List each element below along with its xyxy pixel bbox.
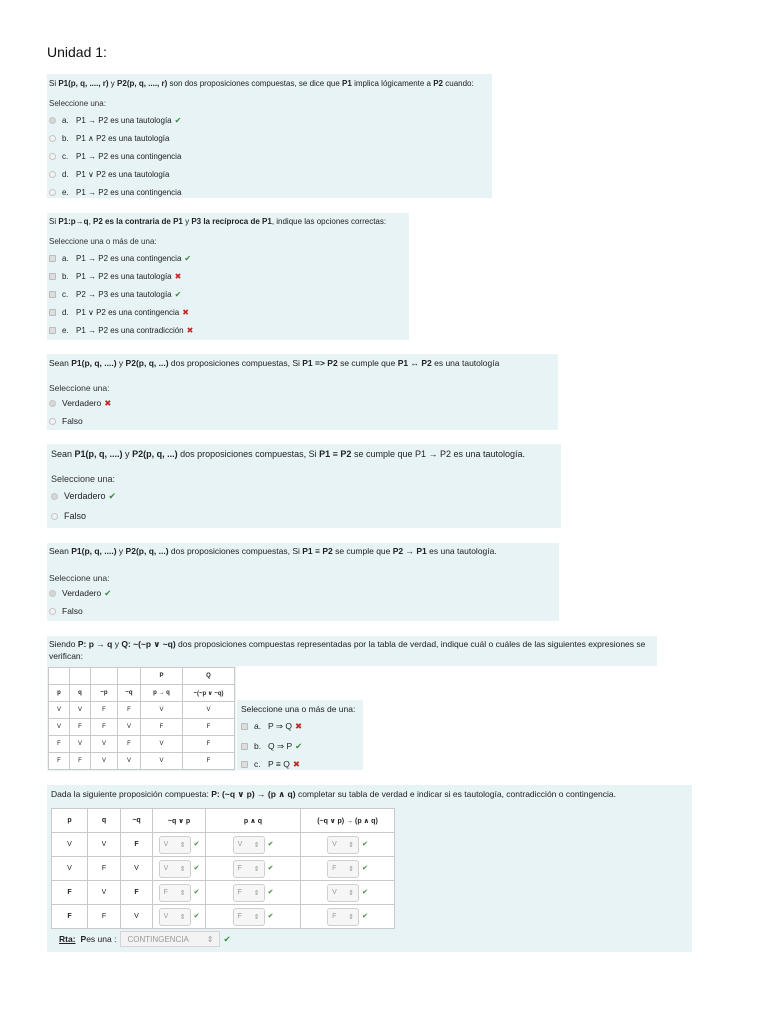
option-a[interactable]: a. P ⇒ Q ✖ bbox=[241, 716, 359, 736]
classification-select[interactable]: CONTINGENCIA ⇕ bbox=[120, 931, 220, 947]
question-7 bbox=[47, 785, 692, 952]
page-title: Unidad 1: bbox=[47, 44, 107, 60]
table-row: V F V V ⇕ ✔ F ⇕ ✔ F ⇕ ✔ bbox=[52, 857, 395, 881]
answer-select[interactable]: F ⇕ bbox=[233, 884, 265, 902]
question-1-options bbox=[49, 111, 490, 201]
answer-select[interactable]: V ⇕ bbox=[159, 836, 191, 854]
answer-select[interactable]: V ⇕ bbox=[327, 884, 359, 902]
dropdown-arrow-icon: ⇕ bbox=[348, 865, 355, 873]
question-6-prompt: Seleccione una o más de una: bbox=[241, 704, 356, 714]
question-1-stem: Si P1(p, q, ...., r) y P2(p, q, ...., r) son dos proposiciones compuestas, se dice que P1 implica lógicamente a P2 cuando: bbox=[49, 79, 474, 88]
radio-button[interactable] bbox=[49, 590, 56, 597]
question-3-stem: Sean P1(p, q, ....) y P2(p, q, ...) dos proposiciones compuestas, Si P1 => P2 se cumple que P1 ↔ P2 es una tautología bbox=[49, 358, 500, 368]
answer-select[interactable]: V ⇕ bbox=[159, 860, 191, 878]
incorrect-icon: ✖ bbox=[174, 271, 182, 281]
correct-icon: ✔ bbox=[362, 865, 368, 872]
correct-icon: ✔ bbox=[267, 841, 274, 848]
answer-row: Rta: P es una : CONTINGENCIA ⇕ ✔ bbox=[51, 931, 688, 947]
question-5-prompt: Seleccione una: bbox=[49, 573, 110, 583]
option-falso[interactable]: Falso bbox=[51, 506, 557, 526]
truth-table-1-wrap bbox=[47, 666, 236, 771]
correct-icon: ✔ bbox=[184, 253, 192, 263]
table-row: V V F F V V bbox=[49, 702, 235, 719]
option-falso[interactable]: Falso bbox=[49, 412, 556, 430]
correct-icon: ✔ bbox=[193, 865, 200, 872]
truth-table-1 bbox=[48, 667, 235, 770]
question-1-prompt: Seleccione una: bbox=[49, 99, 106, 108]
question-3-prompt: Seleccione una: bbox=[49, 383, 110, 393]
radio-button[interactable] bbox=[49, 171, 56, 178]
radio-button[interactable] bbox=[49, 608, 56, 615]
answer-select[interactable]: F ⇕ bbox=[327, 860, 359, 878]
correct-icon: ✔ bbox=[193, 841, 200, 848]
checkbox[interactable] bbox=[241, 761, 248, 768]
question-5 bbox=[47, 543, 559, 621]
option-b[interactable]: b. Q ⇒ P ✔ bbox=[241, 736, 359, 756]
answer-select[interactable]: V ⇕ bbox=[233, 836, 265, 854]
option-b[interactable]: b. P1 ∧ P2 es una tautología bbox=[49, 129, 490, 147]
option-a[interactable]: a. P1 → P2 es una contingencia ✔ bbox=[49, 249, 407, 267]
question-2 bbox=[47, 213, 409, 340]
correct-icon: ✔ bbox=[174, 115, 182, 125]
correct-icon: ✔ bbox=[267, 913, 274, 920]
correct-icon: ✔ bbox=[174, 289, 182, 299]
answer-select[interactable]: V ⇕ bbox=[327, 836, 359, 854]
answer-select[interactable]: F ⇕ bbox=[159, 884, 191, 902]
correct-icon: ✔ bbox=[362, 841, 368, 848]
question-6-stem-box bbox=[47, 636, 657, 666]
answer-select[interactable]: V ⇕ bbox=[159, 908, 191, 926]
radio-button[interactable] bbox=[51, 513, 58, 520]
correct-icon: ✔ bbox=[295, 740, 303, 751]
dropdown-arrow-icon: ⇕ bbox=[348, 889, 355, 897]
option-c[interactable]: c. P2 → P3 es una tautología ✔ bbox=[49, 285, 407, 303]
table-header-row: p q ~p ~q p → q ~(~p ∨ ~q) bbox=[49, 685, 235, 702]
correct-icon: ✔ bbox=[193, 889, 200, 896]
question-6-stem: Siendo P: p → q y Q: ~(~p ∨ ~q) dos proposiciones compuestas representadas por la tabla de verdad, indique cuál o cuáles de las siguientes expresiones se verifican: bbox=[49, 639, 646, 661]
table-row: F F V V V F bbox=[49, 753, 235, 770]
dropdown-arrow-icon: ⇕ bbox=[348, 841, 355, 849]
correct-icon: ✔ bbox=[267, 865, 274, 872]
question-2-options bbox=[49, 249, 407, 339]
question-2-stem: Si P1:p→q, P2 es la contraria de P1 y P3 la recíproca de P1, indique las opciones correctas: bbox=[49, 217, 387, 226]
radio-button[interactable] bbox=[51, 493, 58, 500]
dropdown-arrow-icon: ⇕ bbox=[179, 841, 186, 849]
answer-select[interactable]: F ⇕ bbox=[233, 860, 265, 878]
checkbox[interactable] bbox=[49, 291, 56, 298]
question-4-prompt: Seleccione una: bbox=[51, 474, 116, 484]
radio-button[interactable] bbox=[49, 135, 56, 142]
correct-icon: ✔ bbox=[267, 889, 274, 896]
dropdown-arrow-icon: ⇕ bbox=[179, 889, 186, 897]
dropdown-arrow-icon: ⇕ bbox=[253, 841, 260, 849]
incorrect-icon: ✖ bbox=[294, 720, 303, 731]
dropdown-arrow-icon: ⇕ bbox=[179, 865, 186, 873]
radio-button[interactable] bbox=[49, 117, 56, 124]
radio-button[interactable] bbox=[49, 400, 56, 407]
dropdown-arrow-icon: ⇕ bbox=[253, 865, 260, 873]
option-c[interactable]: c. P ≡ Q ✖ bbox=[241, 756, 359, 772]
question-4 bbox=[47, 444, 561, 528]
checkbox[interactable] bbox=[241, 723, 248, 730]
option-e[interactable]: e. P1 → P2 es una contingencia bbox=[49, 183, 490, 201]
radio-button[interactable] bbox=[49, 189, 56, 196]
dropdown-arrow-icon: ⇕ bbox=[348, 913, 355, 921]
table-row: F V V F V F bbox=[49, 736, 235, 753]
incorrect-icon: ✖ bbox=[292, 758, 300, 769]
correct-icon: ✔ bbox=[193, 913, 200, 920]
question-6-options-box bbox=[237, 700, 363, 770]
option-verdadero[interactable]: Verdadero ✖ bbox=[49, 394, 556, 412]
correct-icon: ✔ bbox=[104, 587, 112, 598]
option-verdadero[interactable]: Verdadero ✔ bbox=[51, 486, 557, 506]
incorrect-icon: ✖ bbox=[186, 325, 194, 335]
option-e[interactable]: e. P1 → P2 es una contradicción ✖ bbox=[49, 321, 407, 339]
correct-icon: ✔ bbox=[362, 889, 368, 896]
truth-table-2 bbox=[51, 808, 395, 929]
incorrect-icon: ✖ bbox=[182, 307, 189, 317]
checkbox[interactable] bbox=[49, 255, 56, 262]
option-a[interactable]: a. P1 → P2 es una tautología ✔ bbox=[49, 111, 490, 129]
question-4-stem: Sean P1(p, q, ....) y P2(p, q, ...) dos proposiciones compuestas, Si P1 ≡ P2 se cumple que P1 → P2 es una tautología. bbox=[51, 449, 526, 459]
dropdown-arrow-icon: ⇕ bbox=[206, 934, 214, 944]
dropdown-arrow-icon: ⇕ bbox=[253, 913, 260, 921]
option-c[interactable]: c. P1 → P2 es una contingencia bbox=[49, 147, 490, 165]
question-3 bbox=[47, 354, 558, 430]
checkbox[interactable] bbox=[49, 309, 56, 316]
incorrect-icon: ✖ bbox=[104, 397, 112, 408]
option-d[interactable]: d. P1 ∨ P2 es una contingencia ✖ bbox=[49, 303, 407, 321]
question-5-stem: Sean P1(p, q, ....) y P2(p, q, ...) dos proposiciones compuestas, Si P1 ≡ P2 se cumple que P2 → P1 es una tautología. bbox=[49, 546, 497, 556]
correct-icon: ✔ bbox=[223, 933, 231, 944]
question-1 bbox=[47, 74, 492, 198]
table-row: F V F F ⇕ ✔ F ⇕ ✔ V ⇕ ✔ bbox=[52, 881, 395, 905]
question-2-prompt: Seleccione una o más de una: bbox=[49, 237, 157, 246]
option-verdadero[interactable]: Verdadero ✔ bbox=[49, 584, 557, 602]
correct-icon: ✔ bbox=[362, 913, 368, 920]
option-falso[interactable]: Falso bbox=[49, 602, 557, 620]
answer-select[interactable]: F ⇕ bbox=[327, 908, 359, 926]
table-row: V F F V F F bbox=[49, 719, 235, 736]
checkbox[interactable] bbox=[49, 273, 56, 280]
checkbox[interactable] bbox=[49, 327, 56, 334]
table-super-header: P Q bbox=[49, 668, 235, 685]
option-b[interactable]: b. P1 → P2 es una tautología ✖ bbox=[49, 267, 407, 285]
dropdown-arrow-icon: ⇕ bbox=[179, 913, 186, 921]
rta-label: Rta: bbox=[59, 934, 76, 944]
table-row: V V F V ⇕ ✔ V ⇕ ✔ V ⇕ ✔ bbox=[52, 833, 395, 857]
table-header-row: p q ~q ~q ∨ p p ∧ q (~q ∨ p) → (p ∧ q) bbox=[52, 809, 395, 833]
dropdown-arrow-icon: ⇕ bbox=[253, 889, 260, 897]
correct-icon: ✔ bbox=[108, 490, 117, 501]
answer-select[interactable]: F ⇕ bbox=[233, 908, 265, 926]
question-7-stem: Dada la siguiente proposición compuesta: P: (~q ∨ p) → (p ∧ q) completar su tabla de verdad e indicar si es tautología, contradicción o contingencia. bbox=[51, 789, 616, 799]
checkbox[interactable] bbox=[241, 743, 248, 750]
radio-button[interactable] bbox=[49, 418, 56, 425]
radio-button[interactable] bbox=[49, 153, 56, 160]
option-d[interactable]: d. P1 ∨ P2 es una tautología bbox=[49, 165, 490, 183]
table-row: F F V V ⇕ ✔ F ⇕ ✔ F ⇕ ✔ bbox=[52, 905, 395, 929]
